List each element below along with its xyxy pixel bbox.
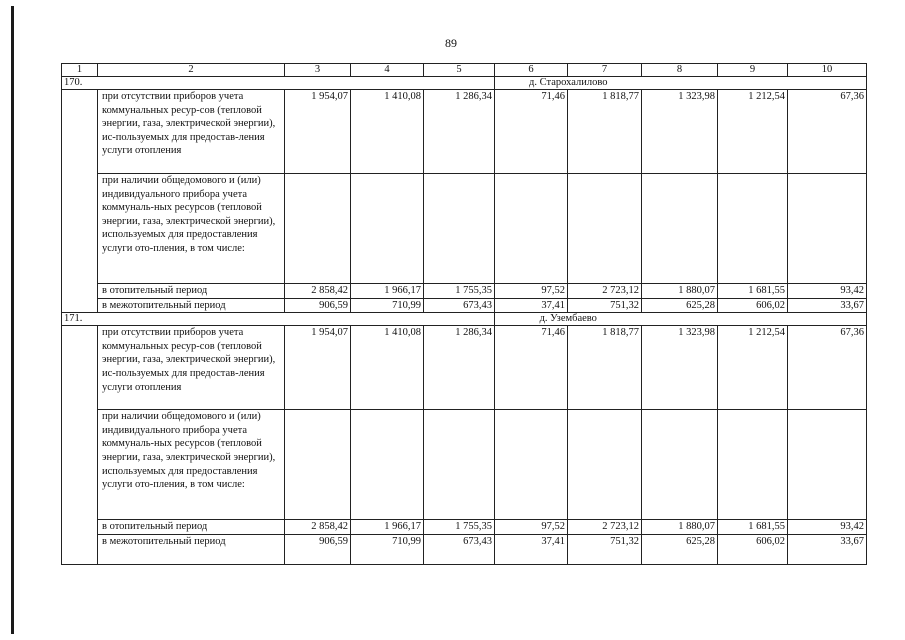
value-cell [718, 174, 788, 284]
value-cell [351, 410, 424, 520]
section-spacer [98, 313, 495, 326]
value-cell: 1 410,08 [351, 90, 424, 174]
value-cell [495, 410, 568, 520]
number-cell-empty [62, 410, 98, 520]
value-cell: 710,99 [351, 534, 424, 564]
value-cell: 97,52 [495, 520, 568, 535]
header-cell: 2 [98, 64, 285, 77]
value-cell [788, 174, 867, 284]
row-description: при отсутствии приборов учета коммунальных ресур-сов (тепловой энергии, газа, электрической энергии), ис-пользуемых для предостав-ления услуги отопления [98, 90, 285, 174]
value-cell: 67,36 [788, 90, 867, 174]
table-row [62, 174, 867, 284]
value-cell [285, 174, 351, 284]
value-cell: 97,52 [495, 284, 568, 299]
table-row [62, 410, 867, 520]
value-cell: 625,28 [642, 534, 718, 564]
value-cell: 1 286,34 [424, 326, 495, 410]
value-cell [642, 174, 718, 284]
table-row [62, 520, 867, 535]
value-cell: 93,42 [788, 520, 867, 535]
row-description: в межотопительный период [98, 298, 285, 313]
value-cell: 33,67 [788, 534, 867, 564]
table-row [62, 326, 867, 410]
number-cell-empty [62, 284, 98, 299]
number-cell-empty [62, 520, 98, 535]
value-cell: 1 954,07 [285, 326, 351, 410]
table-row [62, 284, 867, 299]
header-cell: 8 [642, 64, 718, 77]
left-margin-line [11, 6, 14, 634]
value-cell: 2 858,42 [285, 284, 351, 299]
value-cell [568, 410, 642, 520]
value-cell: 1 410,08 [351, 326, 424, 410]
value-cell: 1 755,35 [424, 284, 495, 299]
section-number: 171. [62, 313, 98, 326]
header-cell: 10 [788, 64, 867, 77]
row-description: в отопительный период [98, 284, 285, 299]
value-cell [424, 410, 495, 520]
row-description: при наличии общедомового и (или) индивидуального прибора учета коммуналь-ных ресурсов (тепловой энергии, газа, электрической энергии), используемых для предоставления услуги ото-пления, в том числе: [98, 174, 285, 284]
section-spacer [98, 77, 495, 90]
value-cell: 37,41 [495, 298, 568, 313]
value-cell: 1 212,54 [718, 90, 788, 174]
value-cell [495, 174, 568, 284]
section-spacer [642, 313, 867, 326]
number-cell-empty [62, 174, 98, 284]
value-cell: 71,46 [495, 326, 568, 410]
value-cell: 1 818,77 [568, 326, 642, 410]
header-cell: 1 [62, 64, 98, 77]
table-row [62, 298, 867, 313]
header-cell: 7 [568, 64, 642, 77]
value-cell: 751,32 [568, 534, 642, 564]
value-cell: 1 966,17 [351, 520, 424, 535]
value-cell: 710,99 [351, 298, 424, 313]
value-cell: 673,43 [424, 534, 495, 564]
value-cell: 33,67 [788, 298, 867, 313]
number-cell-empty [62, 90, 98, 174]
value-cell [424, 174, 495, 284]
value-cell: 673,43 [424, 298, 495, 313]
number-cell-empty [62, 326, 98, 410]
value-cell: 1 966,17 [351, 284, 424, 299]
section-header-row [62, 77, 867, 90]
value-cell: 1 681,55 [718, 284, 788, 299]
value-cell: 1 212,54 [718, 326, 788, 410]
column-number-header-row [62, 64, 867, 77]
value-cell: 906,59 [285, 534, 351, 564]
value-cell: 67,36 [788, 326, 867, 410]
value-cell: 906,59 [285, 298, 351, 313]
locality-name: д. Старохалилово [495, 77, 642, 90]
value-cell: 1 954,07 [285, 90, 351, 174]
row-description: при отсутствии приборов учета коммунальных ресур-сов (тепловой энергии, газа, электрической энергии), ис-пользуемых для предостав-ления услуги отопления [98, 326, 285, 410]
locality-name: д. Узембаево [495, 313, 642, 326]
section-spacer [642, 77, 867, 90]
row-description: в отопительный период [98, 520, 285, 535]
value-cell: 93,42 [788, 284, 867, 299]
number-cell-empty [62, 534, 98, 564]
header-cell: 9 [718, 64, 788, 77]
value-cell [285, 410, 351, 520]
header-cell: 6 [495, 64, 568, 77]
page-number: 89 [445, 36, 457, 50]
header-cell: 5 [424, 64, 495, 77]
number-cell-empty [62, 298, 98, 313]
tariff-table [61, 63, 867, 565]
value-cell: 71,46 [495, 90, 568, 174]
header-cell: 3 [285, 64, 351, 77]
value-cell: 1 323,98 [642, 326, 718, 410]
value-cell: 2 723,12 [568, 520, 642, 535]
table-row [62, 90, 867, 174]
value-cell [718, 410, 788, 520]
header-cell: 4 [351, 64, 424, 77]
value-cell: 1 880,07 [642, 284, 718, 299]
value-cell: 1 818,77 [568, 90, 642, 174]
table-row [62, 534, 867, 564]
row-description: в межотопительный период [98, 534, 285, 564]
value-cell: 606,02 [718, 534, 788, 564]
section-number: 170. [62, 77, 98, 90]
value-cell: 1 286,34 [424, 90, 495, 174]
value-cell: 2 723,12 [568, 284, 642, 299]
value-cell: 1 323,98 [642, 90, 718, 174]
value-cell: 1 681,55 [718, 520, 788, 535]
value-cell [568, 174, 642, 284]
row-description: при наличии общедомового и (или) индивидуального прибора учета коммуналь-ных ресурсов (тепловой энергии, газа, электрической энергии), используемых для предоставления услуги ото-пления, в том числе: [98, 410, 285, 520]
value-cell: 606,02 [718, 298, 788, 313]
value-cell [351, 174, 424, 284]
value-cell [642, 410, 718, 520]
value-cell: 751,32 [568, 298, 642, 313]
section-header-row [62, 313, 867, 326]
value-cell: 1 755,35 [424, 520, 495, 535]
value-cell [788, 410, 867, 520]
value-cell: 37,41 [495, 534, 568, 564]
value-cell: 2 858,42 [285, 520, 351, 535]
value-cell: 1 880,07 [642, 520, 718, 535]
value-cell: 625,28 [642, 298, 718, 313]
